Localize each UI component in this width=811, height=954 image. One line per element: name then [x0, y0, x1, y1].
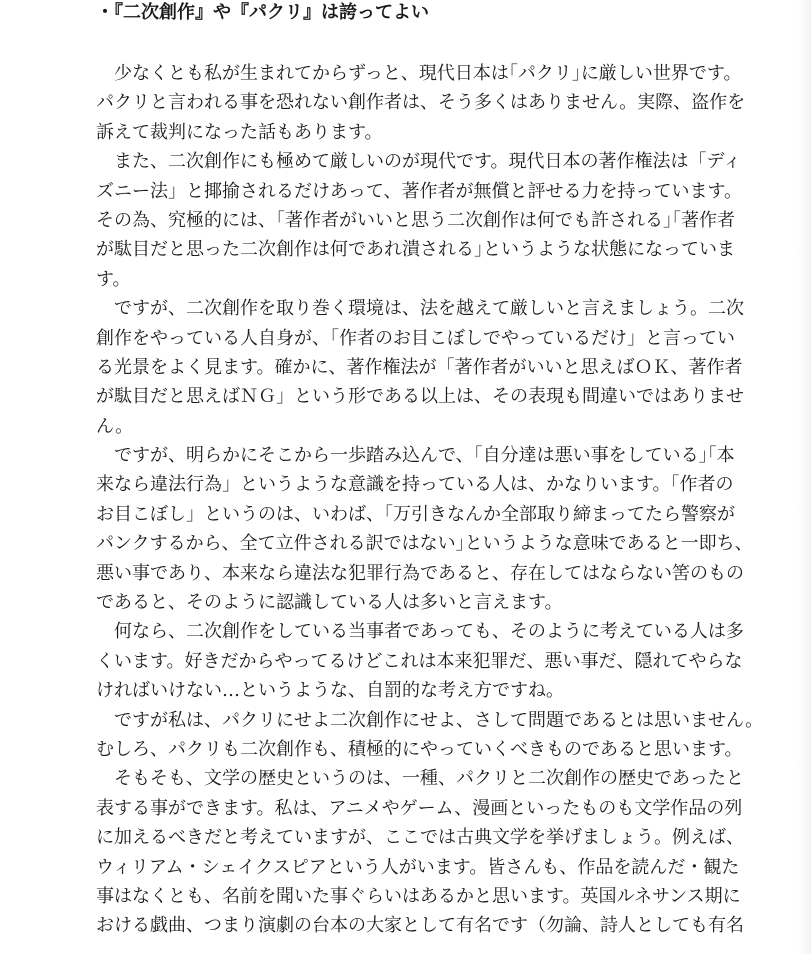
text-line: ですが、二次創作を取り巻く環境は、法を越えて厳しいと言えましょう。二次 — [96, 298, 744, 320]
text-line: ウィリアム・シェイクスピアという人がいます。皆さんも、作品を読んだ・観た — [96, 856, 740, 878]
text-line: お目こぼし」というのは、いわば、｢万引きなんか全部取り締まってたら警察が — [96, 503, 735, 525]
text-line: ズニー法」と揶揄されるだけあって、著作者が無償と評せる力を持っています。 — [96, 180, 743, 202]
text-line: むしろ、パクリも二次創作も、積極的にやっていくべきものであると思います。 — [96, 738, 743, 760]
text-line: であると、そのように認識している人は多いと言えます。 — [96, 592, 563, 614]
text-line: す。 — [96, 268, 131, 290]
text-line: パンクするから、全て立件される訳ではない｣というような意味であると一即ち、 — [96, 533, 753, 555]
text-line: そもそも、文学の歴史というのは、一種、パクリと二次創作の歴史であったと — [96, 768, 744, 790]
text-line: おける戯曲、つまり演劇の台本の大家として有名です（勿論、詩人としても有名 — [96, 915, 744, 937]
text-line: が駄目だと思った二次創作は何であれ潰される｣というような状態になっていま — [96, 239, 735, 261]
text-line: 来なら違法行為」というような意識を持っている人は、かなりいます。｢作者の — [96, 474, 734, 496]
text-line: 表する事ができます。私は、アニメやゲーム、漫画といったものも文学作品の列 — [96, 797, 743, 819]
text-line: 悪い事であり、本来なら違法な犯罪行為であると、存在してはならない筈のもの — [96, 562, 744, 584]
text-line: 訴えて裁判になった話もあります。 — [96, 121, 383, 143]
section-heading: ・『二次創作』や『パクリ』は誇ってよい — [96, 2, 429, 23]
text-line: が駄目だと思えばＮＧ」という形である以上は、その表現も間違いではありませ — [96, 386, 744, 408]
text-line: パクリと言われる事を恐れない創作者は、そう多くはありません。実際、盗作を — [96, 92, 746, 114]
text-line: に加えるべきだと考えていますが、ここでは古典文学を挙げましょう。例えば、 — [96, 827, 744, 849]
text-line: 事はなくとも、名前を聞いた事ぐらいはあるかと思います。英国ルネサンス期に — [96, 885, 741, 907]
text-line: ですが私は、パクリにせよ二次創作にせよ、さして問題であるとは思いません。 — [96, 709, 764, 731]
text-line: ですが、明らかにそこから一歩踏み込んで、｢自分達は悪い事をしている｣｢本 — [96, 445, 735, 467]
text-line: 創作をやっている人自身が、｢作者のお目こぼしでやっているだけ」と言ってい — [96, 327, 735, 349]
text-line: ければいけない…というような、自罰的な考え方ですね。 — [96, 680, 564, 702]
text-line: その為、究極的には、｢著作者がいいと思う二次創作は何でも許される｣｢著作者 — [96, 209, 735, 231]
text-line: また、二次創作にも極めて厳しいのが現代です。現代日本の著作権法は「ディ — [96, 151, 742, 173]
text-line: ん。 — [96, 415, 134, 437]
text-line: くいます。好きだからやってるけどこれは本来犯罪だ、悪い事だ、隠れてやらな — [96, 650, 743, 672]
page-edge — [797, 0, 811, 954]
body-text — [96, 59, 764, 941]
text-line: 何なら、二次創作をしている当事者であっても、そのように考えている人は多 — [96, 621, 744, 643]
text-line: 少なくとも私が生まれてからずっと、現代日本は｢パクリ｣に厳しい世界です。 — [96, 63, 742, 84]
text-line: る光景をよく見ます。確かに、著作権法が「著作者がいいと思えばＯＫ、著作者 — [96, 356, 743, 378]
